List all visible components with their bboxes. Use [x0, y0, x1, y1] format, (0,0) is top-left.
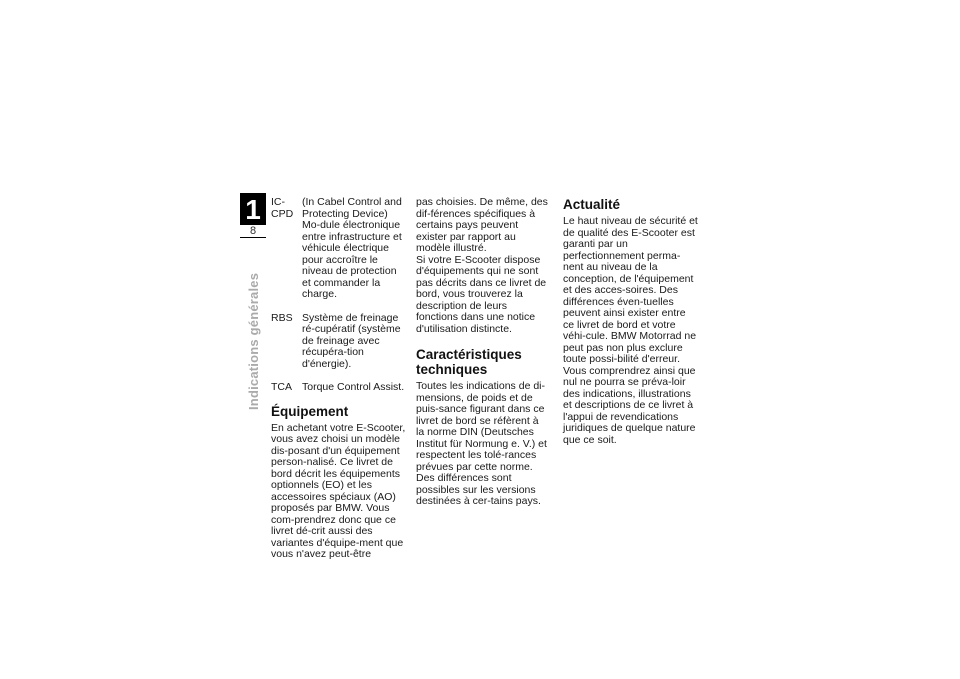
abbreviation-desc: (In Cabel Control and Protecting Device) Mo-dule électronique entre infrastructure et véhicule électrique pour accroître le niveau de protection et commander la charge. — [302, 196, 402, 300]
equipement-text: En achetant votre E-Scooter, vous avez choisi un modèle dis-posant d'un équipement person-nalisé. Ce livret de bord décrit les équipements optionnels (EO) et les accessoires spéciaux (AO) proposés par BMW. Vous com-prendrez donc que ce livret dé-crit aussi des variantes d'équipe-ment que vous n'avez peut-être — [271, 421, 406, 560]
chapter-tab — [240, 193, 266, 238]
page-number: 8 — [240, 225, 266, 237]
abbreviation-code: RBS — [271, 311, 293, 324]
abbreviation-code: TCA — [271, 381, 292, 393]
column-3 — [563, 197, 698, 446]
abbreviation-code: IC- CPD — [271, 196, 294, 220]
section-heading-caracteristiques: Caractéristiques techniques — [416, 347, 522, 377]
abbreviation-desc: Torque Control Assist. — [302, 381, 405, 393]
abbreviation-desc: Système de freinage ré-cupératif (système de freinage avec récupéra-tion d'énergie). — [302, 311, 401, 370]
column-2 — [416, 197, 549, 508]
chapter-number: 1 — [245, 194, 261, 225]
section-heading-actualite: Actualité — [563, 197, 621, 212]
chapter-side-title: Indications générales — [246, 272, 261, 410]
abbreviation-row — [271, 197, 406, 301]
paragraph: Toutes les indications de di-mensions, de poids et de puis-sance figurant dans ce livret de bord se réfèrent à la norme DIN (Deutsches Institut für Normung e. V.) et respectent les tolé-rances prévues par cette norme. Des différences sont possibles sur les versions destinées à cer-tains pays. — [416, 380, 547, 507]
section-heading-equipement: Équipement — [271, 403, 349, 419]
abbreviation-row — [271, 313, 406, 371]
paragraph: Si votre E-Scooter dispose d'équipements qui ne sont pas décrits dans ce livret de bord, vous trouverez la description de leurs fonctions dans une notice d'utilisation distincte. — [416, 253, 547, 335]
column-1 — [271, 197, 406, 561]
actualite-text: Le haut niveau de sécurité et de qualité des E-Scooter est garanti par un perfectionnement perma-nent au niveau de la conception, de l'équipement et des acces-soires. Des différences éven-tuelles peuvent ainsi exister entre ce livret de bord et votre véhi-cule. BMW Motorrad ne peut pas non plus exclure toute possi-bilité d'erreur. Vous comprendrez ainsi que nul ne pourra se préva-loir des indications, illustrations et descriptions de ce livret à l'appui de revendications juridiques de quelque nature que ce soit. — [563, 215, 698, 446]
abbreviation-row — [271, 382, 406, 394]
paragraph: pas choisies. De même, des dif-férences spécifiques à certains pays peuvent exister par rapport au modèle illustré. — [416, 196, 548, 254]
